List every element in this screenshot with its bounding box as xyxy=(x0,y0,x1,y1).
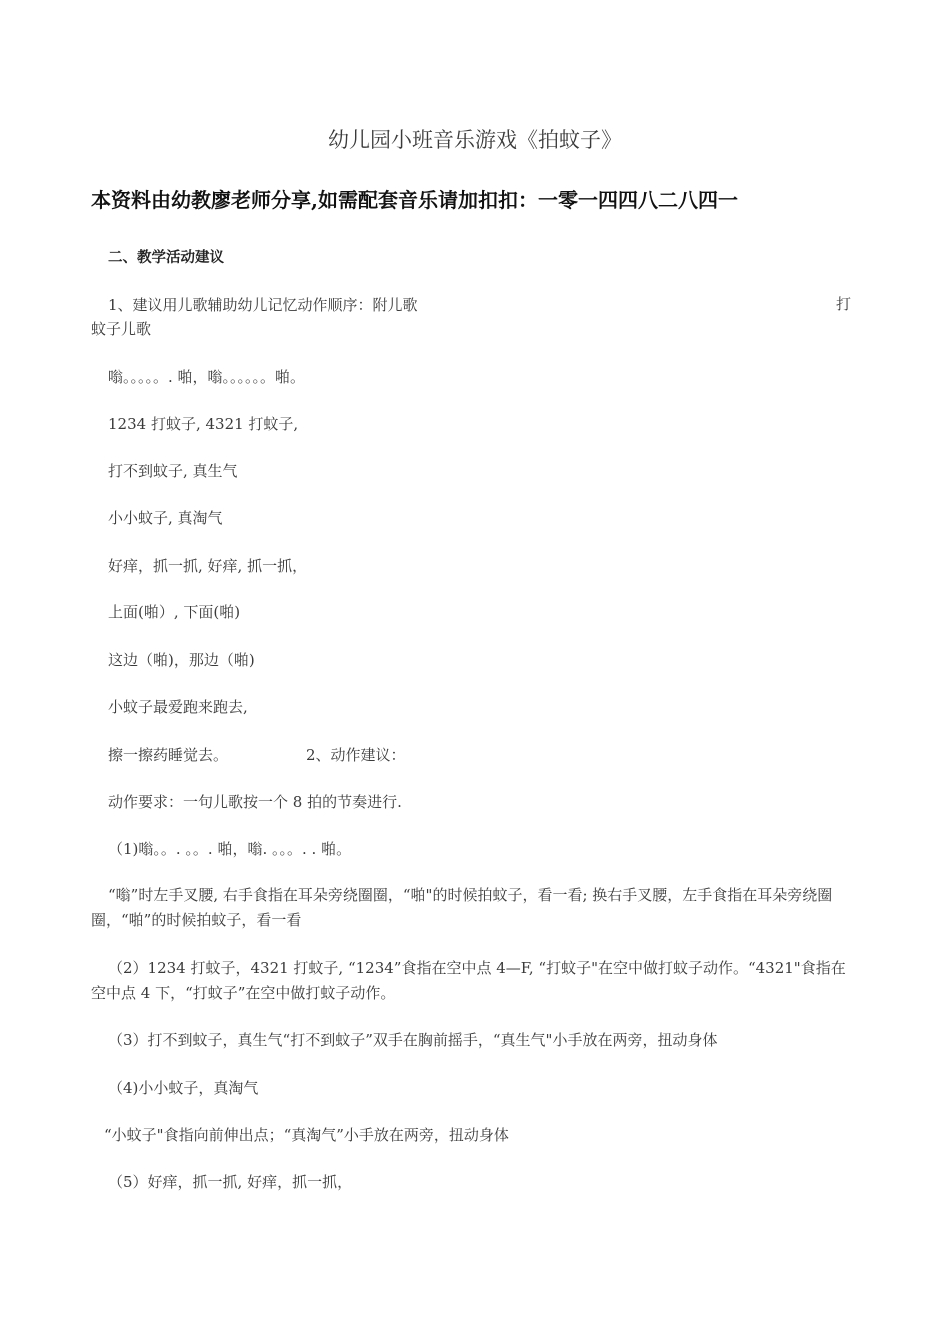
rhyme-line-5: 好痒，抓一抓, 好痒, 抓一抓， xyxy=(108,557,308,575)
item1-right-word: 打 xyxy=(836,295,852,313)
rhyme-line-9: 擦一擦药睡觉去。 xyxy=(108,746,229,764)
step1-description: “嗡”时左手叉腰, 右手食指在耳朵旁绕圈圈，“啪"的时候拍蚊子，看一看; 换右手叉腰，左手食指在耳朵旁绕圈圈，“啪”的时候拍蚊子，看一看 xyxy=(91,886,833,929)
action-requirement: 动作要求：一句儿歌按一个 8 拍的节奏进行. xyxy=(108,793,402,811)
step5-title: （5）好痒，抓一抓, 好痒，抓一抓， xyxy=(108,1173,353,1191)
step2-description: （2）1234 打蚊子，4321 打蚊子, “1234”食指在空中点 4—F, “打蚊子"在空中做打蚊子动作。“4321"食指在空中点 4 下，“打蚊子”在空中做打蚊子动作。 xyxy=(91,959,846,1002)
rhyme-line-6: 上面(啪）, 下面(啪) xyxy=(108,603,241,621)
step4-description: “小蚊子"食指向前伸出点；“真淘气”小手放在两旁，扭动身体 xyxy=(104,1126,509,1144)
rhyme-line-7: 这边（啪)，那边（啪) xyxy=(108,651,255,669)
rhyme-line-4: 小小蚊子, 真淘气 xyxy=(108,509,223,527)
step4-title: （4)小小蚊子，真淘气 xyxy=(108,1079,259,1097)
item1-continued: 蚊子儿歌 xyxy=(91,320,152,338)
item2-heading: 2、动作建议： xyxy=(306,746,406,764)
item1-text: 1、建议用儿歌辅助幼儿记忆动作顺序：附儿歌 xyxy=(108,296,418,314)
step3-description: （3）打不到蚊子，真生气“打不到蚊子”双手在胸前摇手，“真生气"小手放在两旁，扭动身体 xyxy=(108,1031,718,1049)
document-subtitle: 本资料由幼教廖老师分享,如需配套音乐请加扣扣：一零一四四八二八四一 xyxy=(91,188,738,212)
rhyme-line-1: 嗡。。。。。. 啪，嗡。。。。。。啪。 xyxy=(108,368,306,386)
document-title: 幼儿园小班音乐游戏《拍蚊子》 xyxy=(328,128,622,152)
section-heading: 二、教学活动建议 xyxy=(108,249,224,266)
step1-title: （1)嗡。。. 。。. 啪，嗡. 。。。. . 啪。 xyxy=(108,840,352,858)
rhyme-line-3: 打不到蚊子, 真生气 xyxy=(108,462,238,480)
rhyme-line-2: 1234 打蚊子, 4321 打蚊子, xyxy=(108,415,299,433)
rhyme-line-8: 小蚊子最爱跑来跑去, xyxy=(108,698,248,716)
rhyme-line-9-row xyxy=(108,744,406,765)
